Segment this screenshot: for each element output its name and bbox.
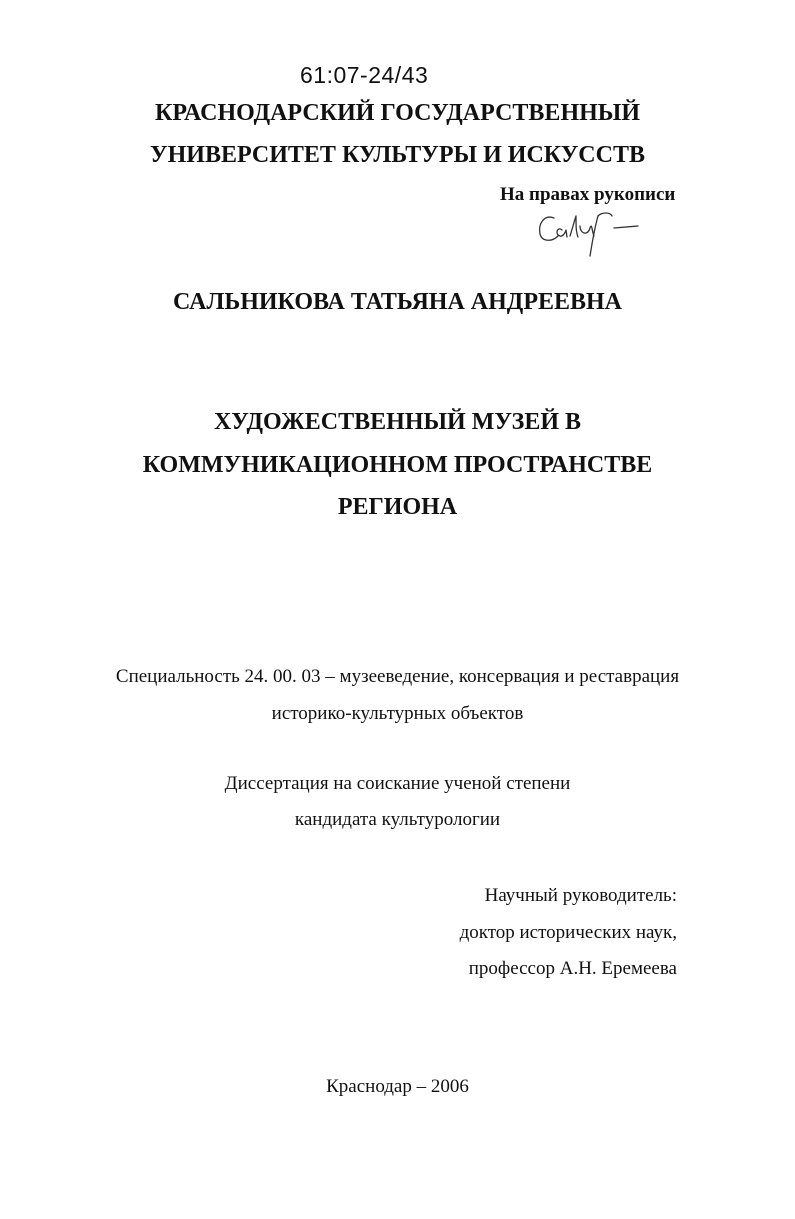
specialty-line-1: Специальность 24. 00. 03 – музееведение, консервация и реставрация: [115, 666, 680, 687]
handwritten-signature: [532, 200, 652, 260]
supervisor-label: Научный руководитель:: [484, 885, 677, 906]
university-name-line-1: КРАСНОДАРСКИЙ ГОСУДАРСТВЕННЫЙ: [154, 100, 641, 126]
university-name-line-2: УНИВЕРСИТЕТ КУЛЬТУРЫ И ИСКУССТВ: [150, 142, 645, 168]
supervisor-name: профессор А.Н. Еремеева: [468, 958, 677, 979]
specialty-line-2: историко-культурных объектов: [271, 703, 524, 724]
dissertation-title-line-2: КОММУНИКАЦИОННОМ ПРОСТРАНСТВЕ: [142, 452, 653, 478]
manuscript-rights-note: На правах рукописи: [500, 184, 676, 205]
dissertation-title-line-3: РЕГИОНА: [337, 494, 458, 520]
catalog-number: 61:07-24/43: [300, 62, 429, 88]
dissertation-degree-line-2: кандидата культурологии: [294, 809, 501, 830]
dissertation-title-line-1: ХУДОЖЕСТВЕННЫЙ МУЗЕЙ В: [213, 409, 582, 435]
supervisor-degree: доктор исторических наук,: [459, 922, 677, 943]
author-name: САЛЬНИКОВА ТАТЬЯНА АНДРЕЕВНА: [172, 289, 622, 315]
dissertation-degree-line-1: Диссертация на соискание ученой степени: [224, 773, 571, 794]
city-year: Краснодар – 2006: [326, 1076, 469, 1097]
